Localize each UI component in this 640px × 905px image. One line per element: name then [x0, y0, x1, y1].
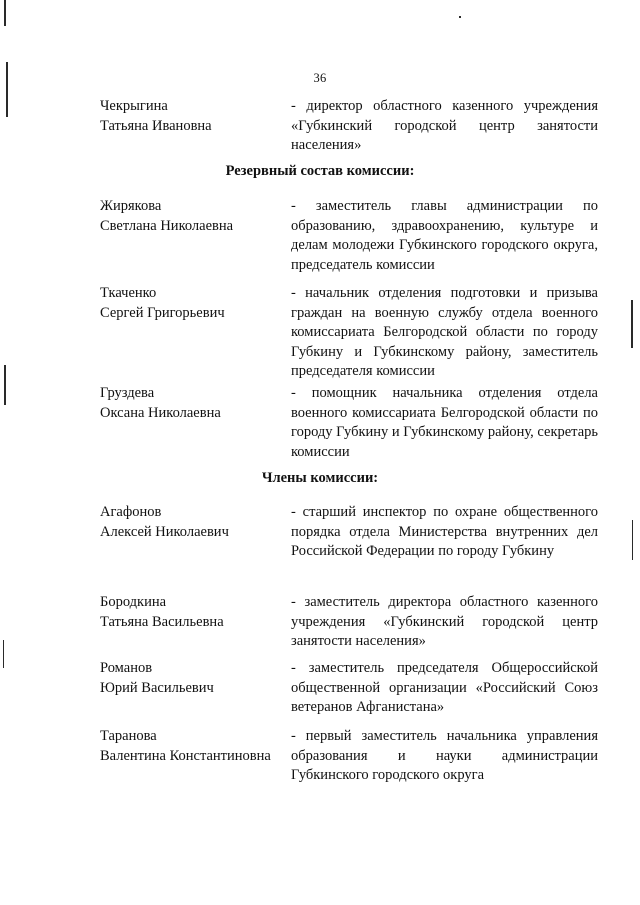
person-name — [100, 197, 285, 236]
person-given-names: Алексей Николаевич — [100, 523, 229, 540]
person-name — [100, 384, 285, 423]
scan-edge-mark — [631, 300, 633, 348]
person-surname: Бородкина — [100, 594, 167, 610]
person-position: - старший инспектор по охране общественного порядка отдела Министерства внутренних дел Российской Федерации по городу Губкину — [291, 504, 598, 559]
person-surname: Чекрыгина — [100, 98, 168, 114]
person-surname: Агафонов — [100, 504, 162, 520]
person-surname: Груздева — [100, 385, 155, 401]
scan-edge-mark — [4, 0, 6, 26]
scan-edge-mark — [4, 365, 6, 405]
person-name — [100, 659, 285, 698]
person-given-names: Юрий Васильевич — [100, 679, 214, 696]
scan-edge-mark — [3, 640, 4, 668]
person-given-names: Татьяна Ивановна — [100, 117, 212, 134]
page-number: 36 — [313, 71, 327, 85]
person-surname: Жирякова — [100, 198, 162, 214]
person-given-names: Валентина Константиновна — [100, 747, 271, 764]
reserve-section-heading: Резервный состав комиссии: — [225, 163, 415, 179]
person-name — [100, 593, 285, 632]
members-section-heading: Члены комиссии: — [261, 470, 379, 486]
person-given-names: Оксана Николаевна — [100, 404, 221, 421]
person-position: - начальник отделения подготовки и призыва граждан на военную службу отдела военного комиссариата Белгородской области по городу Губкину и Губкинскому району, заместитель председателя комиссии — [291, 285, 598, 379]
person-position: - заместитель главы администрации по образованию, здравоохранению, культуре и делам молодежи Губкинского городского округа, председатель комиссии — [291, 198, 598, 273]
person-given-names: Татьяна Васильевна — [100, 613, 224, 630]
person-name — [100, 284, 285, 323]
person-position: - заместитель председателя Общероссийской общественной организации «Российский Союз ветеранов Афганистана» — [291, 660, 598, 715]
person-surname: Ткаченко — [100, 285, 157, 301]
person-name — [100, 503, 285, 542]
scan-dot — [459, 16, 461, 18]
person-name — [100, 97, 285, 136]
person-position: - директор областного казенного учреждения «Губкинский городской центр занятости населения» — [291, 98, 598, 153]
person-given-names: Сергей Григорьевич — [100, 304, 225, 321]
person-position: - первый заместитель начальника управления образования и науки администрации Губкинского городского округа — [291, 728, 598, 783]
person-surname: Таранова — [100, 728, 157, 744]
person-position: - помощник начальника отделения отдела военного комиссариата Белгородской области по городу Губкину и Губкинскому району, секретарь комиссии — [291, 385, 598, 460]
person-position: - заместитель директора областного казенного учреждения «Губкинский городской центр занятости населения» — [291, 594, 598, 649]
person-surname: Романов — [100, 660, 153, 676]
person-given-names: Светлана Николаевна — [100, 217, 234, 234]
scan-edge-mark — [632, 520, 633, 560]
person-name — [100, 727, 285, 766]
